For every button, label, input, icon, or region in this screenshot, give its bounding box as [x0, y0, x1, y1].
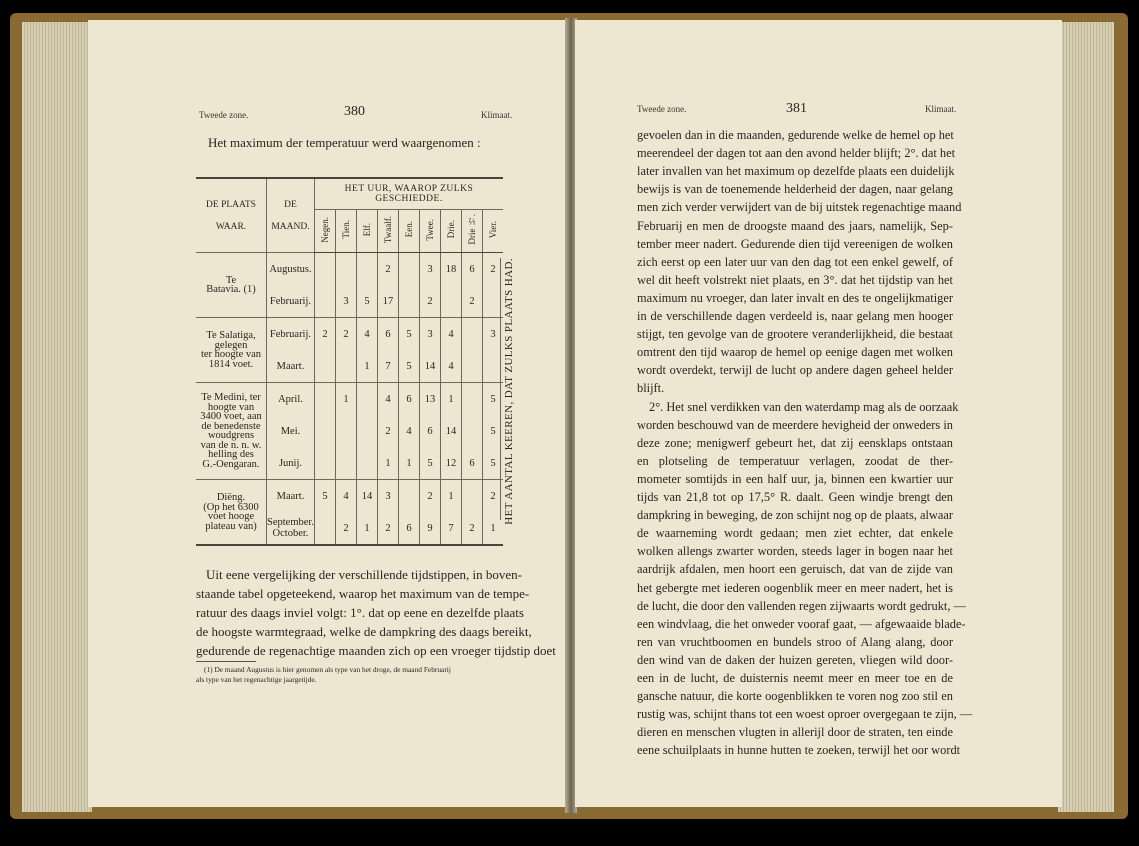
count-cell [461, 480, 482, 513]
place-cell: Te Medini, ter hoogte van 3400 voet, aan de benedenste woudgrens van de n. n. w. helling des G.-Oengaran. [196, 383, 267, 480]
count-cell: 1 [440, 383, 461, 416]
col-header-place: DE PLAATS WAAR. [196, 178, 267, 253]
count-cell: 5 [356, 285, 377, 318]
text-line: omtrent den tijd waarop de hemel op eenige dagen met wolken [637, 345, 953, 360]
count-cell [356, 415, 377, 447]
count-cell: 2 [377, 415, 398, 447]
month-cell: Mei. [267, 415, 315, 447]
count-cell [461, 350, 482, 383]
count-cell [461, 415, 482, 447]
count-cell: 14 [356, 480, 377, 513]
count-cell: 2 [482, 253, 503, 286]
table-row [196, 383, 503, 416]
table-row [196, 318, 503, 351]
text-line: eene schuilplaats in hunne hutten te zoeken, terwijl het oor wordt [637, 743, 961, 758]
count-cell: 2 [335, 512, 356, 545]
count-cell: 9 [419, 512, 440, 545]
count-cell: 4 [335, 480, 356, 513]
text-line: mometer somtijds in een half uur, ja, binnen een kwartier uur [637, 471, 953, 486]
count-cell [314, 512, 335, 545]
text-line: aardrijk afdalen, men hoort een geruisch, dat van de zijde van [637, 562, 953, 577]
month-cell: Februarij. [267, 318, 315, 351]
count-cell: 2 [419, 480, 440, 513]
count-cell: 1 [398, 447, 419, 480]
count-cell: 14 [440, 415, 461, 447]
table-row [196, 480, 503, 513]
count-cell [314, 285, 335, 318]
text-line: later invallen van het maximum op dezelfde plaats een duidelijk [637, 164, 955, 179]
count-cell [335, 447, 356, 480]
right-running-head-right: Klimaat. [925, 104, 957, 114]
text-line: het gebergte met iederen oogenblik meer en meer nadert, het is [637, 580, 953, 595]
count-cell: 5 [482, 383, 503, 416]
count-cell [356, 253, 377, 286]
count-cell: 6 [377, 318, 398, 351]
text-line: wolken allengs zwarter worden, steeds lager in bogen naar het [637, 544, 953, 559]
count-cell: 5 [419, 447, 440, 480]
left-page-number: 380 [344, 104, 365, 119]
count-cell [314, 383, 335, 416]
count-cell: 4 [440, 318, 461, 351]
right-running-head: Tweede zone. [637, 104, 687, 114]
text-line: gansche natuur, die korte oogenblikken te voren nog zoo stil en [637, 689, 953, 704]
count-cell [335, 350, 356, 383]
text-line: dieren en menschen vlugten in allerijl door de straten, ten einde [637, 725, 953, 740]
col-header-hour: Negen. [314, 210, 335, 253]
text-line: zich eerst op een later uur van den dag tot een enkel gewelf, of [637, 254, 953, 269]
count-cell: 5 [482, 447, 503, 480]
count-cell: 6 [398, 512, 419, 545]
footnote-rule [196, 661, 256, 662]
count-cell: 6 [419, 415, 440, 447]
text-line: rustig was, schijnt thans tot een woest oproer overgegaan te zijn, — [637, 707, 973, 722]
table-row [196, 253, 503, 286]
count-cell [398, 480, 419, 513]
place-cell: Te Batavia. (1) [196, 253, 267, 318]
text-line: ratuur des daags inviel volgt: 1°. dat op eene en dezelfde plaats [196, 605, 524, 620]
count-cell: 2 [482, 480, 503, 513]
count-cell: 3 [419, 253, 440, 286]
text-line: tember meer nadert. Gedurende dien tijd vereenigen de wolken [637, 236, 953, 251]
count-cell: 4 [377, 383, 398, 416]
count-cell: 2 [377, 253, 398, 286]
col-header-hour: Drie ½. [461, 210, 482, 253]
text-line: meerendeel der dagen tot aan den avond helder blijft; 2°. dat het [637, 146, 956, 161]
text-line: ren van vruchtboomen en bundels stroo of Alang alang, door [637, 634, 953, 649]
text-line: staande tabel opgeteekend, waarop het maximum van de tempe- [196, 586, 530, 601]
text-line: een windvlaag, die het onweder vooraf gaat, — afgewaaide blade- [637, 616, 966, 631]
text-line: deze zone; menigwerf gebeurt het, dat zij eensklaps ontstaan [637, 435, 953, 450]
count-cell: 7 [440, 512, 461, 545]
count-cell: 4 [398, 415, 419, 447]
count-cell: 2 [419, 285, 440, 318]
count-cell [440, 285, 461, 318]
text-line: Uit eene vergelijking der verschillende tijdstippen, in boven- [206, 567, 523, 582]
text-line: bewijs is van de toenemende helderheid der dagen, naar gelang [637, 182, 953, 197]
count-cell: 2 [314, 318, 335, 351]
text-line: wel dit heeft volstrekt niet plaats, en 3°. dat het tijdstip van het [637, 272, 953, 287]
text-line: tijds van 21,8 tot op 17,5° R. daalt. Geen windje brengt den [637, 490, 953, 504]
count-cell: 1 [482, 512, 503, 545]
footnote-line: (1) De maand Augustus is hier genomen als type van het droge, de maand Februarij [204, 665, 451, 674]
month-cell: Augustus. [267, 253, 315, 286]
table-side-label: HET AANTAL KEEREN, DAT ZULKS PLAATS HAD. [500, 258, 517, 520]
count-cell: 7 [377, 350, 398, 383]
count-cell: 6 [461, 447, 482, 480]
temperature-maximum-table [196, 177, 503, 546]
text-line: den wind van de daken der huizen gereten, vliegen wild door- [637, 652, 953, 667]
text-line: gevoelen dan in die maanden, gedurende welke de hemel op het [637, 128, 954, 142]
count-cell: 2 [461, 512, 482, 545]
count-cell: 18 [440, 253, 461, 286]
count-cell [314, 253, 335, 286]
count-cell [461, 383, 482, 416]
count-cell: 1 [356, 350, 377, 383]
count-cell: 1 [440, 480, 461, 513]
month-cell: Junij. [267, 447, 315, 480]
count-cell: 5 [398, 350, 419, 383]
count-cell: 13 [419, 383, 440, 416]
text-line: worden beschouwd van de meerdere hevigheid der onweders in [637, 417, 953, 432]
count-cell [356, 383, 377, 416]
text-line: gedurende de regenachtige maanden zich op een vroeger tijdstip doet [196, 643, 556, 658]
count-cell: 5 [482, 415, 503, 447]
right-page-number: 381 [786, 101, 807, 116]
count-cell: 4 [356, 318, 377, 351]
place-cell: Te Salatiga, gelegen ter hoogte van 1814 voet. [196, 318, 267, 383]
month-cell: April. [267, 383, 315, 416]
count-cell: 2 [377, 512, 398, 545]
col-header-hour: Twee. [419, 210, 440, 253]
footnote-line: als type van het regenachtige jaargetijde. [196, 675, 317, 684]
text-line: in de verschillende dagen verdeeld is, naar gelang men hooger [637, 309, 953, 323]
count-cell: 2 [461, 285, 482, 318]
count-cell: 3 [482, 318, 503, 351]
col-header-hour: Vier. [482, 210, 503, 253]
text-line: maximum nu vroeger, dan later invalt en des te ongelijkmatiger [637, 290, 953, 305]
count-cell: 1 [377, 447, 398, 480]
right-page-edges [1058, 22, 1114, 812]
text-line: dampkring in beweging, de zon schijnt nog op de plaats, alwaar [637, 508, 953, 523]
text-line: de lucht, die door den vallenden regen zijwaarts wordt gedrukt, — [637, 598, 966, 613]
table-heading: Het maximum der temperatuur werd waargenomen : [208, 135, 481, 150]
count-cell [314, 350, 335, 383]
count-cell [398, 253, 419, 286]
count-cell [335, 415, 356, 447]
month-cell: Februarij. [267, 285, 315, 318]
count-cell: 6 [398, 383, 419, 416]
text-line: blijft. [637, 381, 665, 396]
col-header-month: DE MAAND. [267, 178, 315, 253]
count-cell: 3 [419, 318, 440, 351]
count-cell: 14 [419, 350, 440, 383]
count-cell [314, 447, 335, 480]
count-cell: 1 [356, 512, 377, 545]
text-line: 2°. Het snel verdikken van den waterdamp mag als de oorzaak [649, 399, 959, 414]
count-cell: 1 [335, 383, 356, 416]
count-cell [356, 447, 377, 480]
count-cell: 5 [398, 318, 419, 351]
text-line: een in de lucht, de duisternis neemt meer en meer toe en de [637, 671, 953, 685]
col-header-hours-group: HET UUR, WAAROP ZULKS GESCHIEDDE. [314, 178, 503, 210]
place-cell: Diëng. (Op het 6300 voet hooge plateau van) [196, 480, 267, 546]
count-cell: 12 [440, 447, 461, 480]
count-cell: 2 [335, 318, 356, 351]
text-line: Februarij en men de droogste maand des jaars, namelijk, Sep- [637, 218, 953, 233]
left-page-edges [22, 22, 92, 812]
month-cell: Maart. [267, 480, 315, 513]
count-cell: 3 [377, 480, 398, 513]
left-running-head-right: Klimaat. [481, 110, 513, 120]
col-header-hour: Drie. [440, 210, 461, 253]
count-cell [398, 285, 419, 318]
count-cell: 4 [440, 350, 461, 383]
text-line: en plotseling de temperatuur verlagen, zoodat de ther- [637, 453, 953, 468]
count-cell [461, 318, 482, 351]
col-header-hour: Twaalf. [377, 210, 398, 253]
text-line: de hoogste warmtegraad, welke de dampkring des daags bereikt, [196, 624, 532, 639]
text-line: stijgt, ten gevolge van de grootere veranderlijkheid, die bestaat [637, 327, 953, 342]
month-cell: September. October. [267, 512, 315, 545]
col-header-hour: Elf. [356, 210, 377, 253]
left-running-head: Tweede zone. [199, 110, 249, 120]
col-header-hour: Tien. [335, 210, 356, 253]
text-line: de waarneming wordt gedaan; men ziet echter, dat enkele [637, 526, 953, 541]
count-cell [335, 253, 356, 286]
count-cell: 6 [461, 253, 482, 286]
count-cell: 17 [377, 285, 398, 318]
count-cell [314, 415, 335, 447]
text-line: men zich verder verwijdert van de bij uitstek regenachtige maand [637, 200, 962, 215]
count-cell: 3 [335, 285, 356, 318]
col-header-hour: Een. [398, 210, 419, 253]
month-cell: Maart. [267, 350, 315, 383]
count-cell: 5 [314, 480, 335, 513]
text-line: wordt overdekt, terwijl de lucht op andere dagen geheel helder [637, 363, 953, 378]
